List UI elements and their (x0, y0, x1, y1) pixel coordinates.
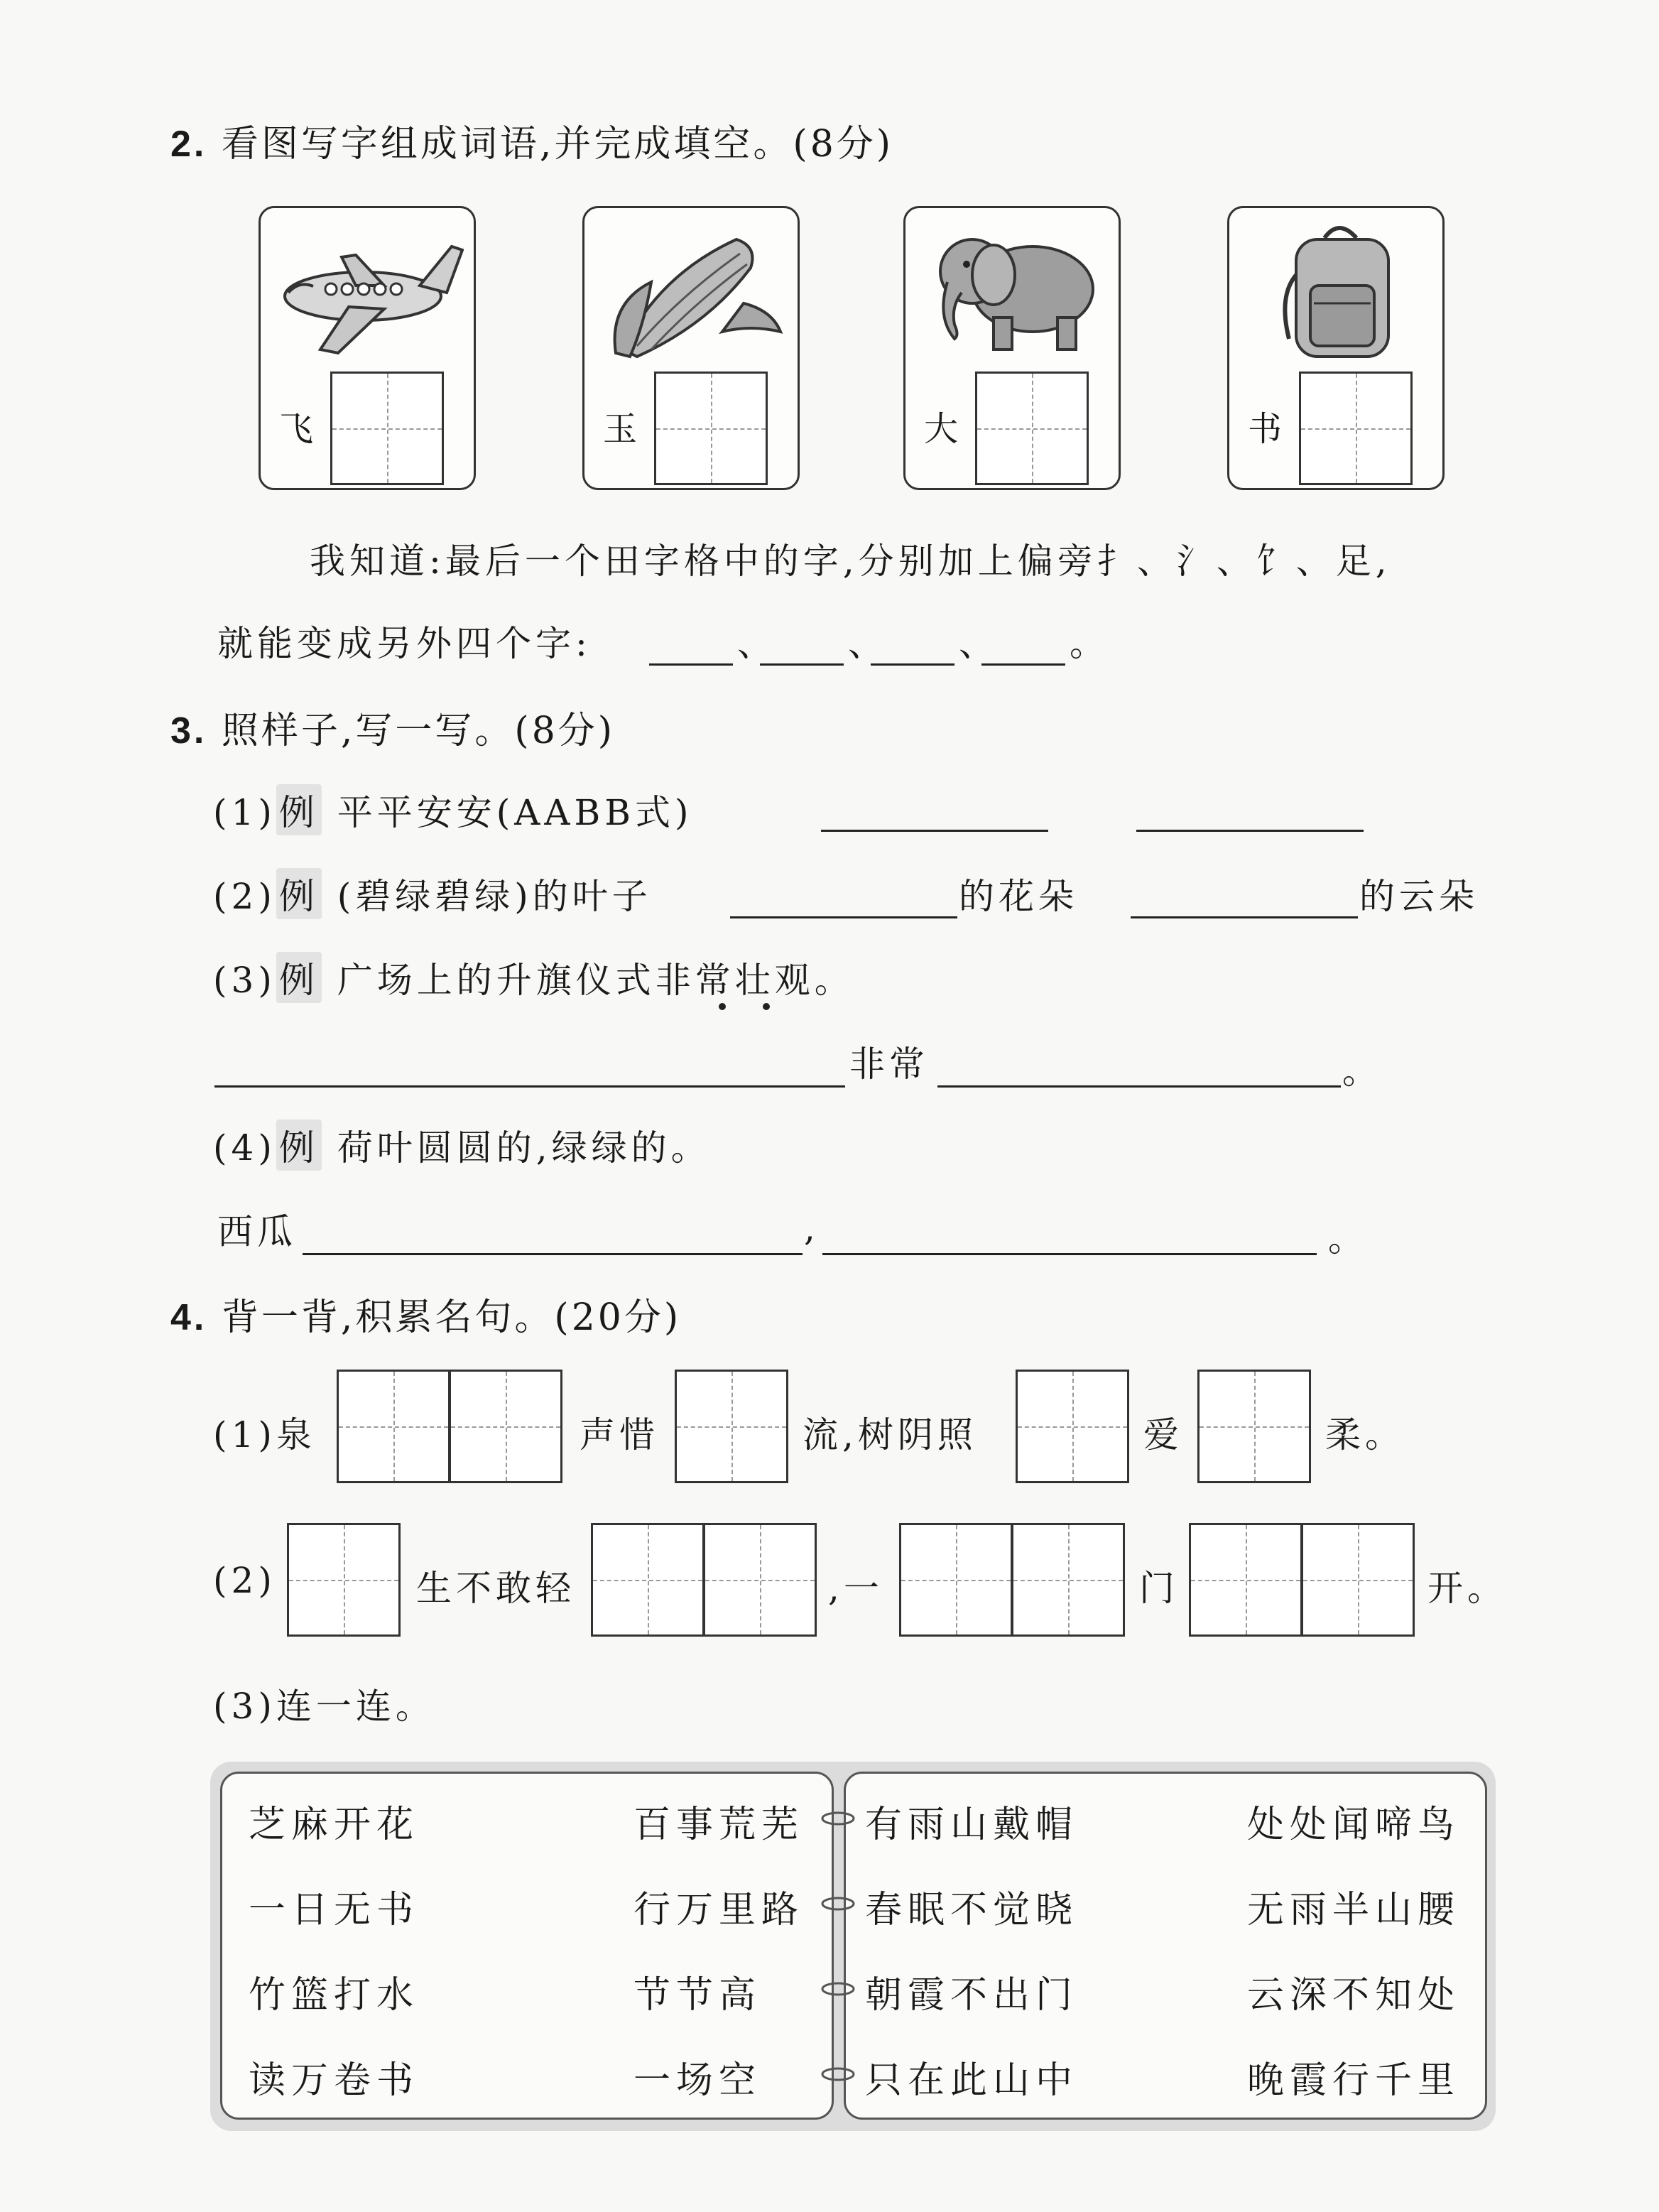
suffix-text: 的云朵 (1359, 876, 1479, 917)
tianzige-box[interactable] (1016, 1370, 1129, 1483)
emphasis-dot (763, 1003, 770, 1010)
tianzige-box[interactable] (654, 372, 768, 485)
example-text: 广场上的升旗仪式非常壮观。 (337, 960, 854, 1001)
tianzige-box[interactable] (337, 1370, 450, 1483)
match-item[interactable]: 有雨山戴帽 (865, 1804, 1079, 1846)
q3-item1 (213, 784, 692, 835)
q2-know-line2 (217, 615, 592, 666)
poem-fragment: 爱 (1143, 1414, 1183, 1455)
card-corn (582, 206, 800, 490)
answer-blank[interactable] (730, 916, 957, 918)
q3-number: 3. (170, 710, 207, 752)
match-item[interactable]: 无雨半山腰 (1247, 1889, 1461, 1931)
example-text: 平平安安(AABB式) (337, 792, 693, 833)
answer-blank[interactable] (871, 663, 954, 666)
tianzige-box[interactable] (449, 1370, 562, 1483)
poem-fragment: 门 (1139, 1568, 1179, 1609)
prefix-text: 西瓜 (217, 1211, 297, 1252)
q2-know-prefix: 就能变成另外四个字: (217, 623, 592, 664)
answer-blank[interactable] (821, 830, 1048, 832)
q4-number: 4. (170, 1297, 207, 1338)
item-number: (1) (213, 1414, 276, 1455)
tianzige-box[interactable] (1301, 1523, 1415, 1637)
q3-item4 (213, 1119, 711, 1171)
card-char: 飞 (279, 409, 314, 449)
example-mark: 例 (276, 952, 322, 1003)
example-text: (碧绿碧绿)的叶子 (337, 876, 652, 917)
example-mark: 例 (276, 1119, 322, 1171)
item-number: (3) (213, 960, 276, 1001)
card-backpack (1227, 206, 1445, 490)
tianzige-box[interactable] (1011, 1523, 1125, 1637)
tianzige-box[interactable] (287, 1523, 401, 1637)
match-item[interactable]: 春眠不觉晓 (865, 1889, 1079, 1931)
q2-title-text: 看图写字组成词语,并完成填空。(8分) (221, 123, 894, 166)
example-mark: 例 (276, 784, 322, 835)
match-item[interactable]: 读万卷书 (249, 2059, 420, 2102)
item-number: (2) (213, 876, 276, 917)
answer-blank[interactable] (822, 1253, 1317, 1255)
item-number: (2) (213, 1560, 276, 1601)
period: 。 (1328, 1218, 1368, 1259)
q4-p3-title: (3)连一连。 (213, 1686, 435, 1727)
tianzige-box[interactable] (1189, 1523, 1302, 1637)
poem-fragment: 流,树阴照 (803, 1414, 977, 1455)
q4-title (170, 1287, 681, 1340)
poem-fragment: 生不敢轻 (416, 1568, 575, 1609)
poem-fragment: 柔。 (1325, 1414, 1405, 1455)
match-item[interactable]: 云深不知处 (1247, 1974, 1461, 2017)
separator: 、 (737, 623, 777, 664)
tianzige-box[interactable] (1299, 372, 1413, 485)
q2-number: 2. (170, 124, 207, 165)
tianzige-box[interactable] (330, 372, 444, 485)
q3-title-text: 照样子,写一写。(8分) (221, 710, 616, 752)
card-airplane (259, 206, 476, 490)
match-item[interactable]: 竹篮打水 (249, 1974, 420, 2017)
card-char: 玉 (603, 409, 638, 449)
match-item[interactable]: 百事荒芜 (633, 1804, 805, 1846)
binding-rings (817, 1804, 859, 2103)
tianzige-box[interactable] (675, 1370, 788, 1483)
match-item[interactable]: 晚霞行千里 (1247, 2059, 1461, 2102)
match-item[interactable]: 行万里路 (633, 1889, 805, 1931)
comma: , (804, 1208, 820, 1249)
answer-blank[interactable] (981, 663, 1065, 666)
poem-fragment: ,一 (828, 1568, 883, 1609)
q3-title (170, 700, 615, 754)
answer-blank[interactable] (649, 663, 733, 666)
card-char: 大 (924, 409, 959, 449)
q3-item3 (213, 952, 854, 1003)
item-number: (4) (213, 1127, 276, 1169)
card-elephant (903, 206, 1121, 490)
match-item[interactable]: 节节高 (633, 1974, 762, 2017)
q4-p1-line (213, 1406, 316, 1458)
q4-title-text: 背一背,积累名句。(20分) (221, 1296, 682, 1339)
q2-know-line1: 我知道:最后一个田字格中的字,分别加上偏旁扌、氵、饣、足, (310, 541, 1391, 582)
fixed-word: 非常 (849, 1043, 929, 1085)
tianzige-box[interactable] (1197, 1370, 1311, 1483)
corn-icon (594, 218, 788, 360)
item-number: (1) (213, 792, 276, 833)
period: 。 (1070, 623, 1109, 664)
match-item[interactable]: 芝麻开花 (249, 1804, 420, 1846)
airplane-icon (271, 218, 464, 360)
separator: 、 (848, 623, 888, 664)
backpack-icon (1239, 218, 1432, 360)
answer-blank[interactable] (1131, 916, 1358, 918)
match-item[interactable]: 处处闻啼鸟 (1247, 1804, 1461, 1846)
example-mark: 例 (276, 868, 322, 919)
q2-title (170, 114, 893, 167)
poem-fragment: 声惜 (580, 1414, 659, 1455)
answer-blank[interactable] (214, 1085, 845, 1088)
tianzige-box[interactable] (703, 1523, 817, 1637)
match-item[interactable]: 一日无书 (249, 1889, 420, 1931)
match-item[interactable]: 一场空 (633, 2059, 762, 2102)
answer-blank[interactable] (937, 1085, 1341, 1088)
tianzige-box[interactable] (899, 1523, 1013, 1637)
q3-item2 (213, 868, 652, 919)
separator: 、 (959, 623, 999, 664)
poem-fragment: 开。 (1427, 1568, 1507, 1609)
tianzige-box[interactable] (591, 1523, 705, 1637)
emphasis-dot (719, 1003, 726, 1010)
poem-fragment: 泉 (276, 1414, 316, 1455)
match-item[interactable]: 朝霞不出门 (865, 1974, 1079, 2017)
tianzige-box[interactable] (975, 372, 1089, 485)
answer-blank[interactable] (1136, 830, 1364, 832)
elephant-icon (915, 218, 1109, 360)
match-item[interactable]: 只在此山中 (865, 2059, 1079, 2102)
answer-blank[interactable] (303, 1253, 803, 1255)
suffix-text: 的花朵 (959, 876, 1078, 917)
answer-blank[interactable] (760, 663, 844, 666)
card-char: 书 (1248, 409, 1283, 449)
example-text: 荷叶圆圆的,绿绿的。 (337, 1127, 711, 1169)
period: 。 (1342, 1051, 1382, 1092)
